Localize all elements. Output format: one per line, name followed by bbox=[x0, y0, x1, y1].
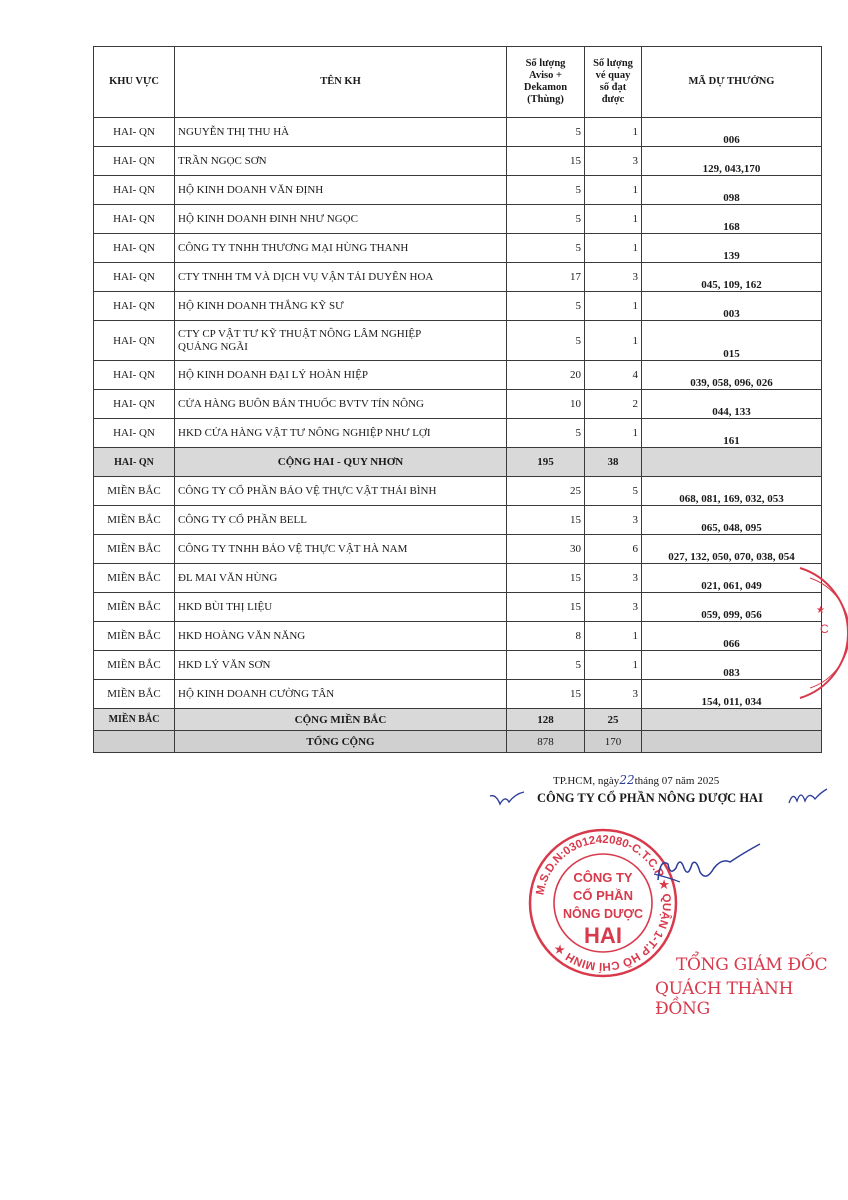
cell-quantity: 15 bbox=[507, 564, 585, 593]
cell-customer-name: HKD LÝ VĂN SƠN bbox=[175, 651, 507, 680]
cell-prize-codes: 154, 011, 034 bbox=[642, 680, 822, 709]
cell-prize-codes: 027, 132, 050, 070, 038, 054 bbox=[642, 535, 822, 564]
cell-quantity: 25 bbox=[507, 477, 585, 506]
cell-tickets: 1 bbox=[585, 234, 642, 263]
cell-customer-name: HỘ KINH DOANH CƯỜNG TÂN bbox=[175, 680, 507, 709]
cell-tickets: 3 bbox=[585, 263, 642, 292]
cell-quantity: 15 bbox=[507, 680, 585, 709]
cell-prize-codes: 021, 061, 049 bbox=[642, 564, 822, 593]
cell-tickets: 1 bbox=[585, 622, 642, 651]
header-row bbox=[94, 47, 822, 118]
header-tickets-line: Số lượng bbox=[593, 58, 633, 69]
grand-total-row bbox=[94, 731, 822, 753]
cell-customer-name bbox=[175, 321, 507, 361]
cell-prize-codes: 039, 058, 096, 026 bbox=[642, 361, 822, 390]
header-quantity-line: (Thùng) bbox=[527, 94, 564, 105]
header-prize-codes: MÃ DỰ THƯỞNG bbox=[642, 47, 822, 118]
cell-area: HAI- QN bbox=[94, 234, 175, 263]
svg-text:★: ★ bbox=[816, 605, 825, 616]
header-tickets-line: vé quay bbox=[595, 70, 631, 81]
subtotal-codes-empty bbox=[642, 448, 822, 477]
cell-customer-name-line2: QUẢNG NGÃI bbox=[178, 340, 248, 353]
table-row bbox=[94, 651, 822, 680]
cell-area: MIỀN BẮC bbox=[94, 680, 175, 709]
cell-area: HAI- QN bbox=[94, 147, 175, 176]
cell-area: MIỀN BẮC bbox=[94, 564, 175, 593]
cell-customer-name: HỘ KINH DOANH VĂN ĐỊNH bbox=[175, 176, 507, 205]
initial-mark-right-icon bbox=[787, 785, 831, 809]
header-customer-name: TÊN KH bbox=[175, 47, 507, 118]
cell-customer-name: CÔNG TY TNHH THƯƠNG MẠI HÙNG THANH bbox=[175, 234, 507, 263]
cell-tickets: 3 bbox=[585, 593, 642, 622]
cell-prize-codes: 098 bbox=[642, 176, 822, 205]
cell-tickets: 1 bbox=[585, 651, 642, 680]
grand-total-tickets: 170 bbox=[585, 731, 642, 753]
cell-tickets: 3 bbox=[585, 564, 642, 593]
date-day-handwritten: 22 bbox=[619, 773, 635, 787]
table-row bbox=[94, 361, 822, 390]
header-quantity-line: Aviso + bbox=[529, 70, 562, 81]
cell-customer-name: CỬA HÀNG BUÔN BÁN THUỐC BVTV TÍN NÔNG bbox=[175, 390, 507, 419]
cell-prize-codes: 168 bbox=[642, 205, 822, 234]
table-row bbox=[94, 680, 822, 709]
cell-quantity: 15 bbox=[507, 147, 585, 176]
svg-text:HAI: HAI bbox=[584, 923, 622, 948]
cell-tickets: 6 bbox=[585, 535, 642, 564]
grand-total-area-empty bbox=[94, 731, 175, 753]
cell-prize-codes: 045, 109, 162 bbox=[642, 263, 822, 292]
table-row bbox=[94, 292, 822, 321]
date-prefix: TP.HCM, ngày bbox=[553, 775, 620, 787]
cell-tickets: 1 bbox=[585, 118, 642, 147]
grand-total-quantity: 878 bbox=[507, 731, 585, 753]
subtotal-row-hai bbox=[94, 448, 822, 477]
svg-text:CÔNG TY: CÔNG TY bbox=[573, 870, 633, 885]
cell-area: HAI- QN bbox=[94, 263, 175, 292]
cell-customer-name: CÔNG TY TNHH BẢO VỆ THỰC VẬT HÀ NAM bbox=[175, 535, 507, 564]
overlap-stamp-partial bbox=[780, 563, 848, 703]
cell-prize-codes: 068, 081, 169, 032, 053 bbox=[642, 477, 822, 506]
cell-tickets: 3 bbox=[585, 147, 642, 176]
cell-quantity: 17 bbox=[507, 263, 585, 292]
table-row bbox=[94, 263, 822, 292]
cell-area: MIỀN BẮC bbox=[94, 709, 175, 731]
cell-customer-name: HKD BÙI THỊ LIỆU bbox=[175, 593, 507, 622]
signer-name: QUÁCH THÀNH ĐỒNG bbox=[655, 979, 794, 1019]
subtotal-tickets: 38 bbox=[585, 448, 642, 477]
cell-tickets: 3 bbox=[585, 506, 642, 535]
table-row bbox=[94, 390, 822, 419]
cell-tickets: 1 bbox=[585, 292, 642, 321]
cell-area: HAI- QN bbox=[94, 321, 175, 361]
table-row bbox=[94, 622, 822, 651]
cell-quantity: 5 bbox=[507, 292, 585, 321]
signature bbox=[610, 838, 770, 898]
cell-quantity: 5 bbox=[507, 419, 585, 448]
cell-prize-codes: 003 bbox=[642, 292, 822, 321]
cell-quantity: 15 bbox=[507, 593, 585, 622]
svg-text:C: C bbox=[820, 622, 829, 636]
cell-area: MIỀN BẮC bbox=[94, 477, 175, 506]
table-row bbox=[94, 477, 822, 506]
cell-prize-codes: 065, 048, 095 bbox=[642, 506, 822, 535]
cell-customer-name: HỘ KINH DOANH ĐẠI LÝ HOÀN HIỆP bbox=[175, 361, 507, 390]
table-row bbox=[94, 535, 822, 564]
subtotal-label: CỘNG MIỀN BẮC bbox=[175, 709, 507, 731]
cell-tickets: 3 bbox=[585, 680, 642, 709]
subtotal-label: CỘNG HAI - QUY NHƠN bbox=[175, 448, 507, 477]
document-date bbox=[553, 773, 719, 787]
header-tickets bbox=[585, 47, 642, 118]
cell-tickets: 5 bbox=[585, 477, 642, 506]
cell-customer-name: NGUYỄN THỊ THU HÀ bbox=[175, 118, 507, 147]
cell-tickets: 1 bbox=[585, 205, 642, 234]
table-row bbox=[94, 176, 822, 205]
cell-prize-codes: 059, 099, 056 bbox=[642, 593, 822, 622]
cell-prize-codes: 015 bbox=[642, 321, 822, 361]
svg-text:CỔ PHẦN: CỔ PHẦN bbox=[573, 888, 633, 903]
table-row bbox=[94, 147, 822, 176]
cell-area: HAI- QN bbox=[94, 448, 175, 477]
cell-prize-codes: 161 bbox=[642, 419, 822, 448]
grand-total-codes-empty bbox=[642, 731, 822, 753]
svg-text:NÔNG DƯỢC: NÔNG DƯỢC bbox=[562, 907, 644, 921]
table-row bbox=[94, 593, 822, 622]
table-row bbox=[94, 564, 822, 593]
cell-customer-name: TRẦN NGỌC SƠN bbox=[175, 147, 507, 176]
cell-customer-name: CTY TNHH TM VÀ DỊCH VỤ VẬN TẢI DUYÊN HOA bbox=[175, 263, 507, 292]
cell-customer-name: HKD CỬA HÀNG VẬT TƯ NÔNG NGHIỆP NHƯ LỢI bbox=[175, 419, 507, 448]
header-tickets-line: số đạt bbox=[599, 82, 627, 93]
cell-customer-name-line1: CTY CP VẬT TƯ KỸ THUẬT NÔNG LÂM NGHIỆP bbox=[178, 327, 422, 340]
date-suffix: tháng 07 năm 2025 bbox=[634, 775, 720, 787]
header-tickets-line: được bbox=[601, 94, 625, 105]
subtotal-codes-empty bbox=[642, 709, 822, 731]
cell-quantity: 30 bbox=[507, 535, 585, 564]
cell-quantity: 5 bbox=[507, 118, 585, 147]
cell-tickets: 4 bbox=[585, 361, 642, 390]
initial-mark-left-icon bbox=[488, 790, 528, 810]
cell-prize-codes: 044, 133 bbox=[642, 390, 822, 419]
subtotal-quantity: 195 bbox=[507, 448, 585, 477]
subtotal-tickets: 25 bbox=[585, 709, 642, 731]
cell-customer-name: HỘ KINH DOANH ĐINH NHƯ NGỌC bbox=[175, 205, 507, 234]
header-area: KHU VỰC bbox=[94, 47, 175, 118]
cell-tickets: 1 bbox=[585, 419, 642, 448]
cell-quantity: 8 bbox=[507, 622, 585, 651]
cell-area: HAI- QN bbox=[94, 176, 175, 205]
cell-tickets: 1 bbox=[585, 321, 642, 361]
cell-customer-name: ĐL MAI VĂN HÙNG bbox=[175, 564, 507, 593]
table-row bbox=[94, 419, 822, 448]
header-quantity bbox=[507, 47, 585, 118]
cell-area: HAI- QN bbox=[94, 118, 175, 147]
cell-prize-codes: 006 bbox=[642, 118, 822, 147]
cell-quantity: 5 bbox=[507, 176, 585, 205]
cell-prize-codes: 083 bbox=[642, 651, 822, 680]
cell-prize-codes: 066 bbox=[642, 622, 822, 651]
cell-quantity: 5 bbox=[507, 321, 585, 361]
cell-quantity: 20 bbox=[507, 361, 585, 390]
table-row bbox=[94, 234, 822, 263]
header-quantity-line: Số lượng bbox=[525, 58, 566, 69]
cell-area: MIỀN BẮC bbox=[94, 593, 175, 622]
grand-total-label: TỔNG CỘNG bbox=[175, 731, 507, 753]
cell-area: HAI- QN bbox=[94, 205, 175, 234]
prize-table bbox=[93, 46, 822, 753]
cell-area: MIỀN BẮC bbox=[94, 651, 175, 680]
cell-area: MIỀN BẮC bbox=[94, 535, 175, 564]
cell-quantity: 15 bbox=[507, 506, 585, 535]
cell-quantity: 5 bbox=[507, 651, 585, 680]
cell-area: HAI- QN bbox=[94, 361, 175, 390]
cell-area: MIỀN BẮC bbox=[94, 622, 175, 651]
cell-customer-name: HỘ KINH DOANH THẮNG KỸ SƯ bbox=[175, 292, 507, 321]
table-row bbox=[94, 118, 822, 147]
cell-customer-name: CÔNG TY CỔ PHẦN BẢO VỆ THỰC VẬT THÁI BÌNH bbox=[175, 477, 507, 506]
table-row bbox=[94, 321, 822, 361]
cell-quantity: 5 bbox=[507, 205, 585, 234]
cell-quantity: 10 bbox=[507, 390, 585, 419]
cell-prize-codes: 139 bbox=[642, 234, 822, 263]
cell-customer-name: CÔNG TY CỔ PHẦN BELL bbox=[175, 506, 507, 535]
cell-area: HAI- QN bbox=[94, 390, 175, 419]
cell-tickets: 2 bbox=[585, 390, 642, 419]
signer-title: TỔNG GIÁM ĐỐC bbox=[676, 955, 828, 975]
table-row bbox=[94, 506, 822, 535]
header-quantity-line: Dekamon bbox=[523, 82, 568, 93]
cell-tickets: 1 bbox=[585, 176, 642, 205]
cell-area: HAI- QN bbox=[94, 292, 175, 321]
cell-customer-name: HKD HOÀNG VĂN NĂNG bbox=[175, 622, 507, 651]
cell-prize-codes: 129, 043,170 bbox=[642, 147, 822, 176]
cell-quantity: 5 bbox=[507, 234, 585, 263]
cell-area: MIỀN BẮC bbox=[94, 506, 175, 535]
stamp-ring-text: M.S.D.N:0301242080-C.T.C.P ★ QUẬN 1-T.P HỒ CHÍ MINH ★ bbox=[534, 833, 673, 973]
subtotal-row-mien-bac bbox=[94, 709, 822, 731]
subtotal-quantity: 128 bbox=[507, 709, 585, 731]
cell-area: HAI- QN bbox=[94, 419, 175, 448]
company-name: CÔNG TY CỔ PHẦN NÔNG DƯỢC HAI bbox=[537, 791, 763, 805]
table-row bbox=[94, 205, 822, 234]
